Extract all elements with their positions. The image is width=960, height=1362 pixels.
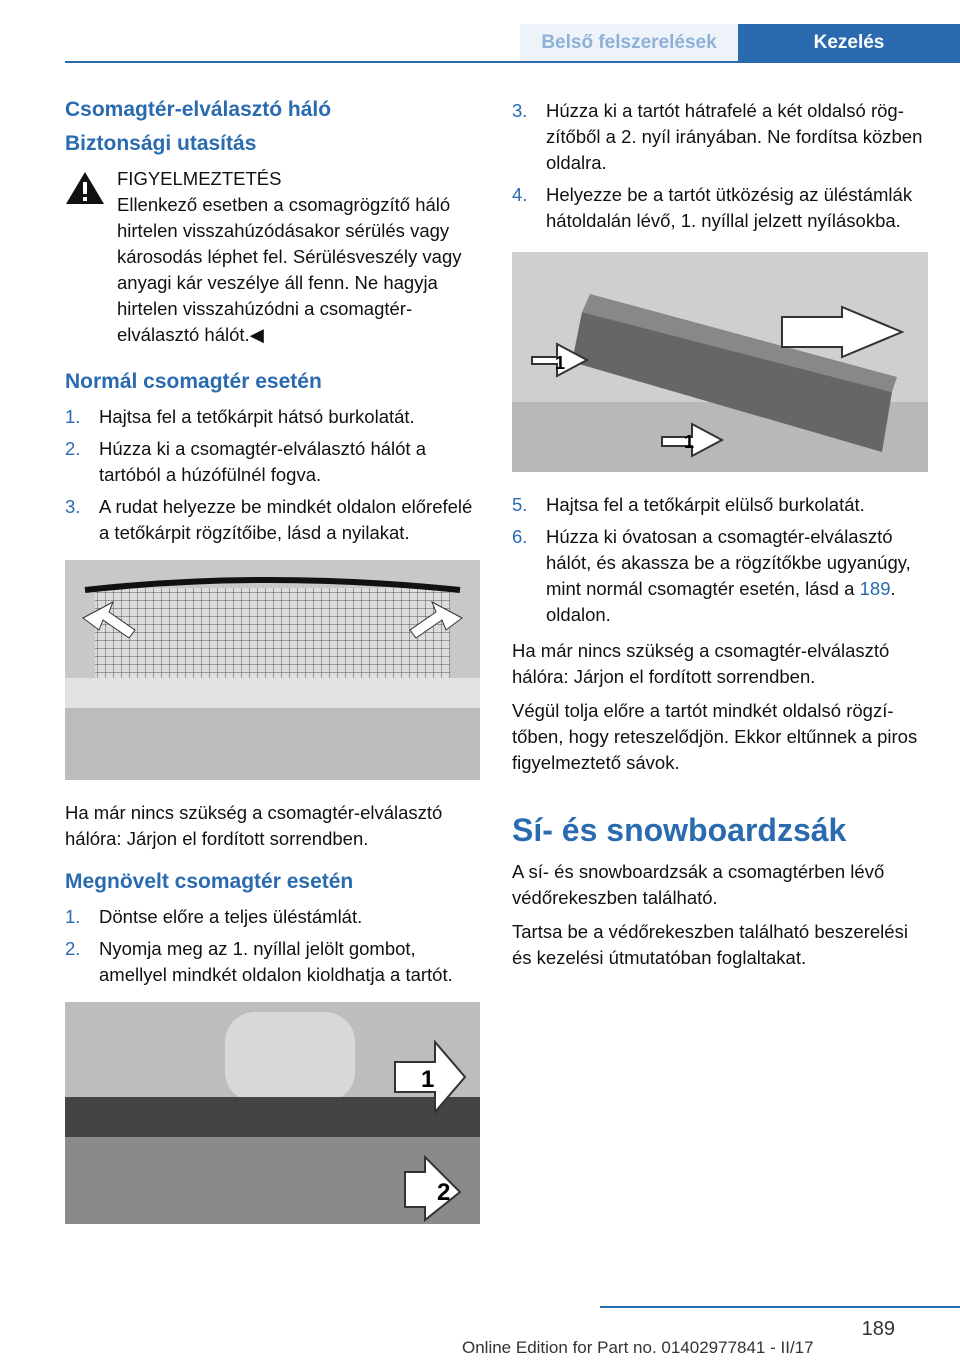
enlarged-heading: Megnövelt csomagtér esetén: [65, 870, 354, 893]
safety-heading: Biztonsági utasítás: [65, 132, 257, 155]
edition-note: Online Edition for Part no. 01402977841 - II/17: [462, 1338, 814, 1357]
list-item: 6. Húzza ki óvatosan a csomagtér-elválasztó hálót, és akassza be a rögzítőkbe ugyanúgy, mint normál csomagtér esetén, lásd a 189. oldalon.: [512, 526, 911, 625]
tab-active[interactable]: Kezelés: [738, 24, 960, 61]
header-rule: [65, 61, 960, 63]
warning-label: FIGYELMEZTETÉS: [117, 168, 282, 189]
page-link[interactable]: 189: [859, 578, 891, 599]
warning-text: Ellenkező esetben a csomagrögzítő háló hirtelen visszahúzódásakor sérülés vagy károsodás léphet fel. Sérülésveszély vagy anyagi kár veszélye áll fenn. Ne hagyja hirtelen visszahúzódni a csomagtér-elválasztó hálót.◀: [117, 194, 462, 345]
list-item: 1. Hajtsa fel a tetőkárpit hátsó burkolatát.: [65, 406, 415, 427]
ski-text-2: Tartsa be a védőrekeszben található beszerelési és kezelési útmutatóban foglaltakat.: [512, 921, 908, 968]
warning-block: [65, 166, 480, 348]
list-item: 3. A rudat helyezze be mindkét oldalon előrefelé a tetőkárpit rögzítőibe, lásd a nyilakat.: [65, 496, 473, 543]
ski-heading: Sí- és snowboardzsák: [512, 812, 847, 848]
list-item: 2. Húzza ki a csomagtér-elválasztó hálót a tartóból a húzófülnél fogva.: [65, 438, 426, 485]
arrow-label-1a: 1: [555, 353, 566, 373]
list-item: 3. Húzza ki a tartót hátrafelé a két oldalsó rögzítőből a 2. nyíl irányában. Ne fordítsa közben oldalra.: [512, 100, 923, 173]
arrow-label-1: 1: [421, 1066, 435, 1093]
ski-text-1: A sí- és snowboardzsák a csomagtérben lévő védőrekeszben található.: [512, 861, 885, 908]
list-item: 5. Hajtsa fel a tetőkárpit elülső burkolatát.: [512, 494, 865, 515]
cargo-net-photo: [65, 560, 480, 780]
note-lock: Végül tolja előre a tartót mindkét oldalsó rögzítőben, hogy reteszelődjön. Ekkor eltűnnek a piros figyelmeztető sávok.: [512, 700, 918, 773]
normal-steps: [65, 404, 480, 546]
right-column: [512, 98, 928, 979]
release-button-photo: [65, 1002, 480, 1224]
page-number: 189: [861, 1318, 895, 1340]
section-title: Csomagtér-elválasztó háló: [65, 98, 332, 121]
left-column: [65, 98, 480, 1244]
normal-heading: Normál csomagtér esetén: [65, 370, 322, 393]
list-item: 2. Nyomja meg az 1. nyíllal jelölt gombot, amellyel mindkét oldalon kioldhatja a tartót.: [65, 938, 453, 985]
remove-steps: [512, 98, 928, 234]
warning-icon: [65, 170, 105, 206]
list-item: 4. Helyezze be a tartót ütközésig az üléstámlák hátoldalán lévő, 1. nyíllal jelzett nyílásokba.: [512, 184, 913, 231]
footer-rule: [600, 1306, 960, 1308]
note-reverse: Ha már nincs szükség a csomagtér-elválasztó hálóra: Járjon el fordított sorrendben.: [65, 802, 443, 849]
holder-insert-photo: [512, 252, 928, 472]
finish-steps: [512, 492, 928, 628]
list-item: 1. Döntse előre a teljes üléstámlát.: [65, 906, 363, 927]
enlarged-steps: [65, 904, 480, 988]
arrow-label-1b: 1: [684, 432, 695, 452]
note-reverse-2: Ha már nincs szükség a csomagtér-elválasztó hálóra: Járjon el fordított sorrendben.: [512, 640, 890, 687]
arrow-label-2: 2: [437, 1179, 451, 1206]
tab-section[interactable]: Belső felszerelések: [520, 24, 738, 61]
